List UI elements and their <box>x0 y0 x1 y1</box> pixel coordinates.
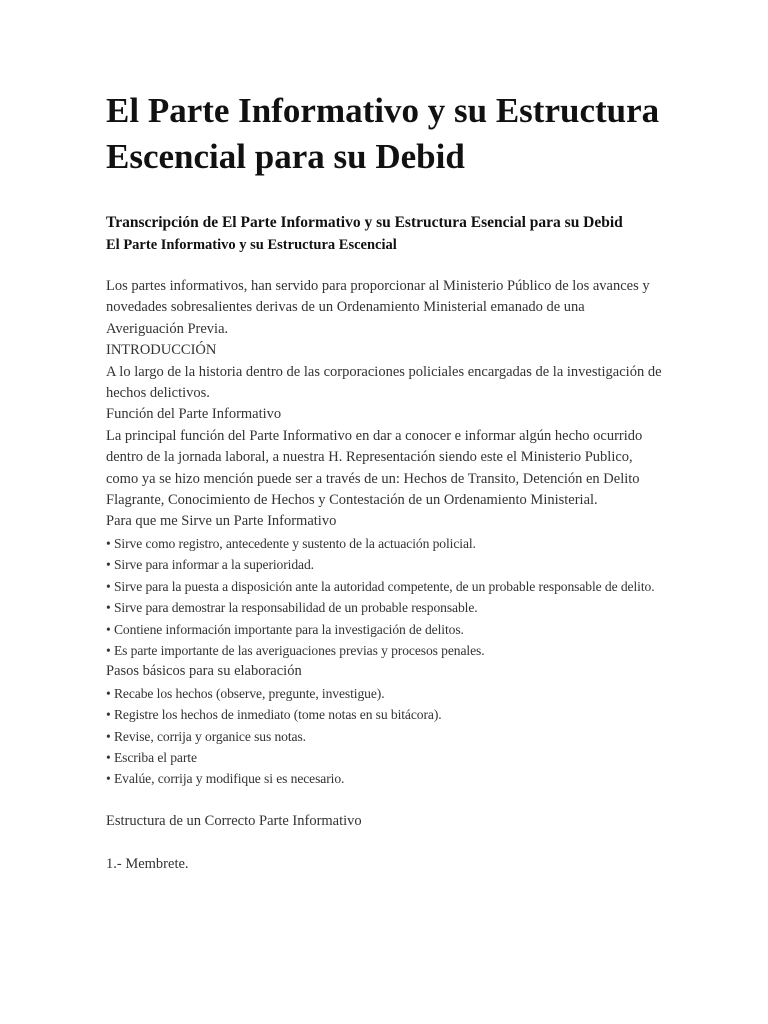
intro-paragraph: Los partes informativos, han servido para proporcionar al Ministerio Público de los avances y novedades sobresalientes derivas de un Ordenamiento Ministerial emanado de una Averiguación Previa. <box>106 278 650 337</box>
document-title: El Parte Informativo y su Estructura Escencial para su Debid <box>106 91 660 176</box>
document-body <box>106 276 662 875</box>
sirve-item: • Sirve como registro, antecedente y sustento de la actuación policial. <box>106 535 476 551</box>
estructura-heading: Estructura de un Correcto Parte Informativo <box>106 813 362 830</box>
transcription-subtitle: Transcripción de El Parte Informativo y su Estructura Esencial para su Debid <box>106 214 623 231</box>
introduccion-text: A lo largo de la historia dentro de las corporaciones policiales encargadas de la investigación de hechos delictivos. <box>106 363 662 402</box>
sirve-item: • Sirve para informar a la superioridad. <box>106 557 314 573</box>
sirve-item: • Sirve para la puesta a disposición ante la autoridad competente, de un probable responsable de delito. <box>106 578 655 594</box>
sirve-heading: Para que me Sirve un Parte Informativo <box>106 513 337 530</box>
membrete-item: 1.- Membrete. <box>106 855 189 872</box>
spacer <box>106 790 662 811</box>
sirve-item: • Contiene información importante para la investigación de delitos. <box>106 621 464 637</box>
pasos-item: • Registre los hechos de inmediato (tome notas en su bitácora). <box>106 707 442 723</box>
funcion-heading: Función del Parte Informativo <box>106 406 282 423</box>
pasos-item: • Revise, corrija y organice sus notas. <box>106 728 306 744</box>
sirve-item: • Sirve para demostrar la responsabilidad de un probable responsable. <box>106 600 478 616</box>
pasos-heading: Pasos básicos para su elaboración <box>106 663 302 680</box>
funcion-text: La principal función del Parte Informativo en dar a conocer e informar algún hecho ocurrido dentro de la jornada laboral, a nuestra H. Representación siendo este el Ministerio Publico, como ya se hizo mención puede ser a través de un: Hechos de Transito, Detención en Delito Flagrante, Conocimiento de Hechos y Contestación de un Ordenamiento Ministerial. <box>106 427 643 509</box>
pasos-item: • Evalúe, corrija y modifique si es necesario. <box>106 771 345 787</box>
introduccion-heading: INTRODUCCIÓN <box>106 342 217 359</box>
spacer <box>106 833 662 854</box>
sirve-item: • Es parte importante de las averiguaciones previas y procesos penales. <box>106 642 485 658</box>
section-subtitle: El Parte Informativo y su Estructura Escencial <box>106 237 397 253</box>
pasos-item: • Recabe los hechos (observe, pregunte, investigue). <box>106 685 385 701</box>
pasos-item: • Escriba el parte <box>106 749 197 765</box>
